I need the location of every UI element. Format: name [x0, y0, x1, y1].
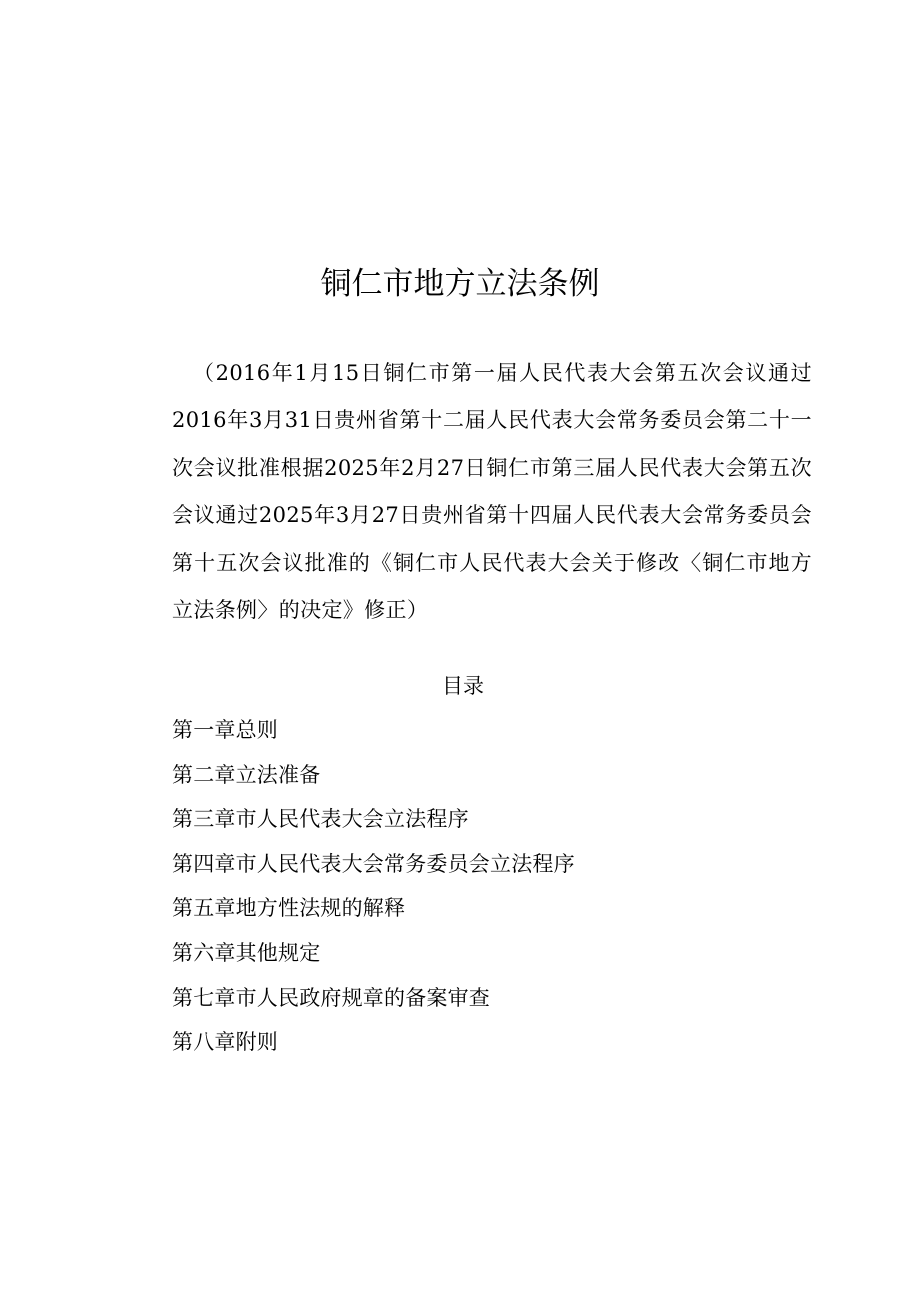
document-title: 铜仁市地方立法条例 [320, 266, 600, 302]
toc-item-chapter-8: 第八章附则 [172, 1030, 278, 1055]
toc-item-chapter-2: 第二章立法准备 [172, 762, 321, 787]
toc-item-chapter-6: 第六章其他规定 [172, 940, 321, 965]
toc-item-chapter-1: 第一章总则 [172, 718, 278, 742]
enactment-preamble: （2016年1月15日铜仁市第一届人民代表大会第五次会议通过2016年3月31日贵州省第十二届人民代表大会常务委员会第二十一次会议批准根据2025年2月27日铜仁市第三届人民代表大会第五次会议通过2025年3月27日贵州省第十四届人民代表大会常务委员会第十五次会议批准的《铜仁市人民代表大会关于修改〈铜仁市地方立法条例〉的决定》修正） [172, 361, 812, 623]
toc-item-chapter-5: 第五章地方性法规的解释 [172, 896, 406, 921]
table-of-contents [172, 708, 575, 1065]
toc-heading: 目录 [442, 674, 484, 698]
toc-item-chapter-7: 第七章市人民政府规章的备案审查 [172, 985, 490, 1010]
toc-item-chapter-4: 第四章市人民代表大会常务委员会立法程序 [172, 851, 575, 876]
toc-item-chapter-3: 第三章市人民代表大会立法程序 [172, 807, 469, 832]
